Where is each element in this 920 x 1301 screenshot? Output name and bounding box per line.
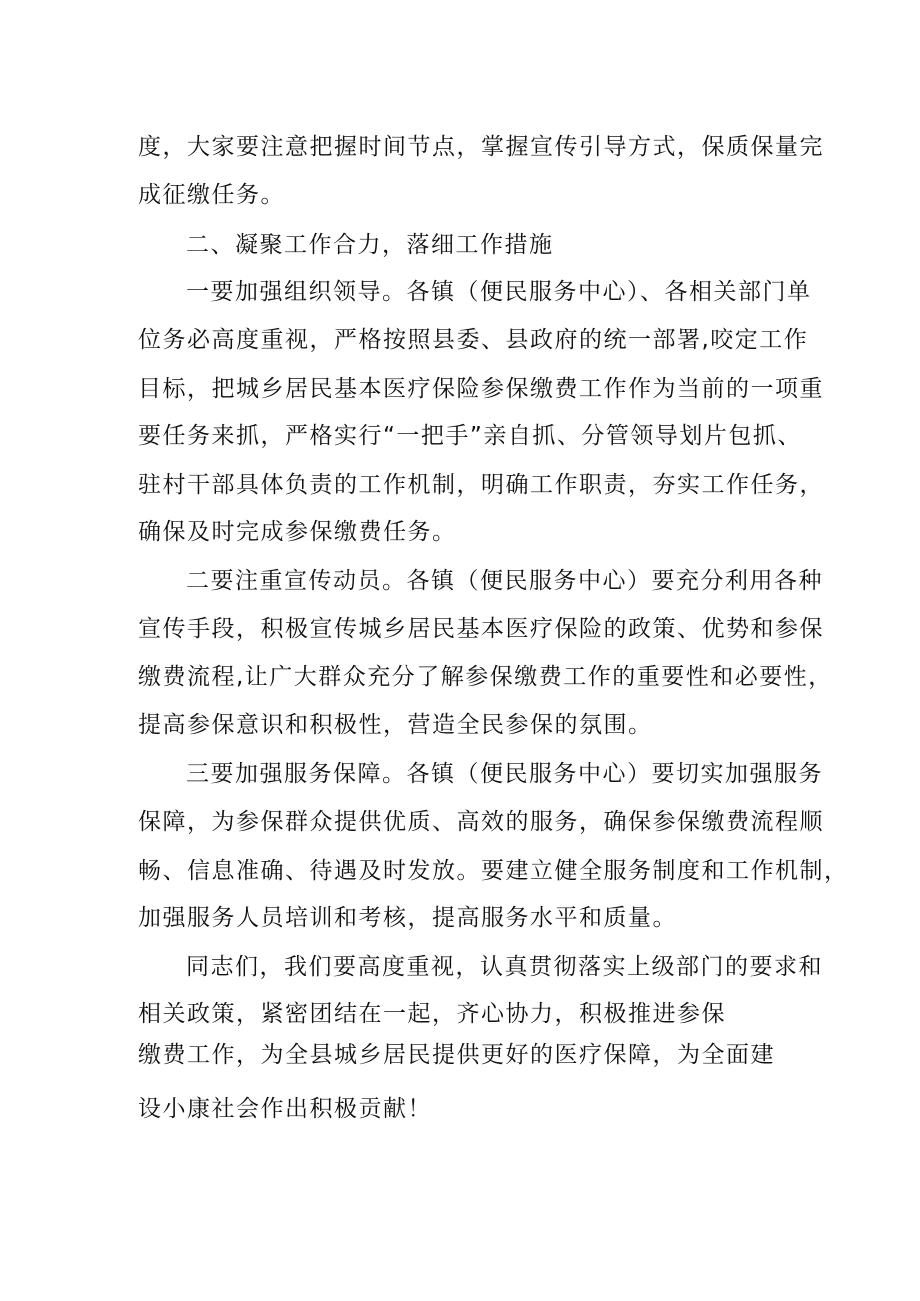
paragraph-line-18: 同志们，我们要高度重视，认真贯彻落实上级部门的要求和 bbox=[186, 954, 823, 980]
paragraph-line-4: 一要加强组织领导。各镇（便民服务中心）、各相关部门单 bbox=[186, 279, 812, 305]
paragraph-line-14: 三要加强服务保障。各镇（便民服务中心）要切实加强服务 bbox=[186, 761, 823, 787]
paragraph-line-20: 缴费工作，为全县城乡居民提供更好的医疗保障，为全面建 bbox=[138, 1042, 775, 1068]
section-heading: 二、凝聚工作合力，落细工作措施 bbox=[186, 232, 554, 258]
paragraph-line-1: 度，大家要注意把握时间节点，掌握宣传引导方式，保质保量完 bbox=[138, 134, 824, 160]
paragraph-line-13: 提高参保意识和积极性，营造全民参保的氛围。 bbox=[138, 712, 653, 738]
paragraph-line-17: 加强服务人员培训和考核，提高服务水平和质量。 bbox=[138, 905, 677, 931]
paragraph-line-8: 驻村干部具体负责的工作机制，明确工作职责，夯实工作任务， bbox=[138, 472, 824, 498]
paragraph-line-12: 缴费流程,让广大群众充分了解参保缴费工作的重要性和必要性， bbox=[138, 664, 833, 690]
paragraph-line-10: 二要注重宣传动员。各镇（便民服务中心）要充分利用各种 bbox=[186, 568, 823, 594]
paragraph-line-5: 位务必高度重视，严格按照县委、县政府的统一部署,咬定工作 bbox=[138, 327, 809, 353]
paragraph-line-6: 目标，把城乡居民基本医疗保险参保缴费工作作为当前的一项重 bbox=[138, 376, 824, 402]
paragraph-line-19: 相关政策，紧密团结在一起，齐心协力，积极推进参保 bbox=[138, 1001, 726, 1027]
paragraph-line-7: 要任务来抓，严格实行“一把手”亲自抓、分管领导划片包抓、 bbox=[138, 423, 802, 449]
paragraph-line-2: 成征缴任务。 bbox=[138, 182, 285, 208]
paragraph-line-21: 设小康社会作出积极贡献！ bbox=[138, 1096, 432, 1122]
paragraph-line-15: 保障，为参保群众提供优质、高效的服务，确保参保缴费流程顺 bbox=[138, 809, 824, 835]
paragraph-line-16: 畅、信息准确、待遇及时发放。要建立健全服务制度和工作机制， bbox=[138, 858, 849, 884]
paragraph-line-11: 宣传手段，积极宣传城乡居民基本医疗保险的政策、优势和参保 bbox=[138, 616, 824, 642]
paragraph-line-9: 确保及时完成参保缴费任务。 bbox=[138, 519, 457, 545]
